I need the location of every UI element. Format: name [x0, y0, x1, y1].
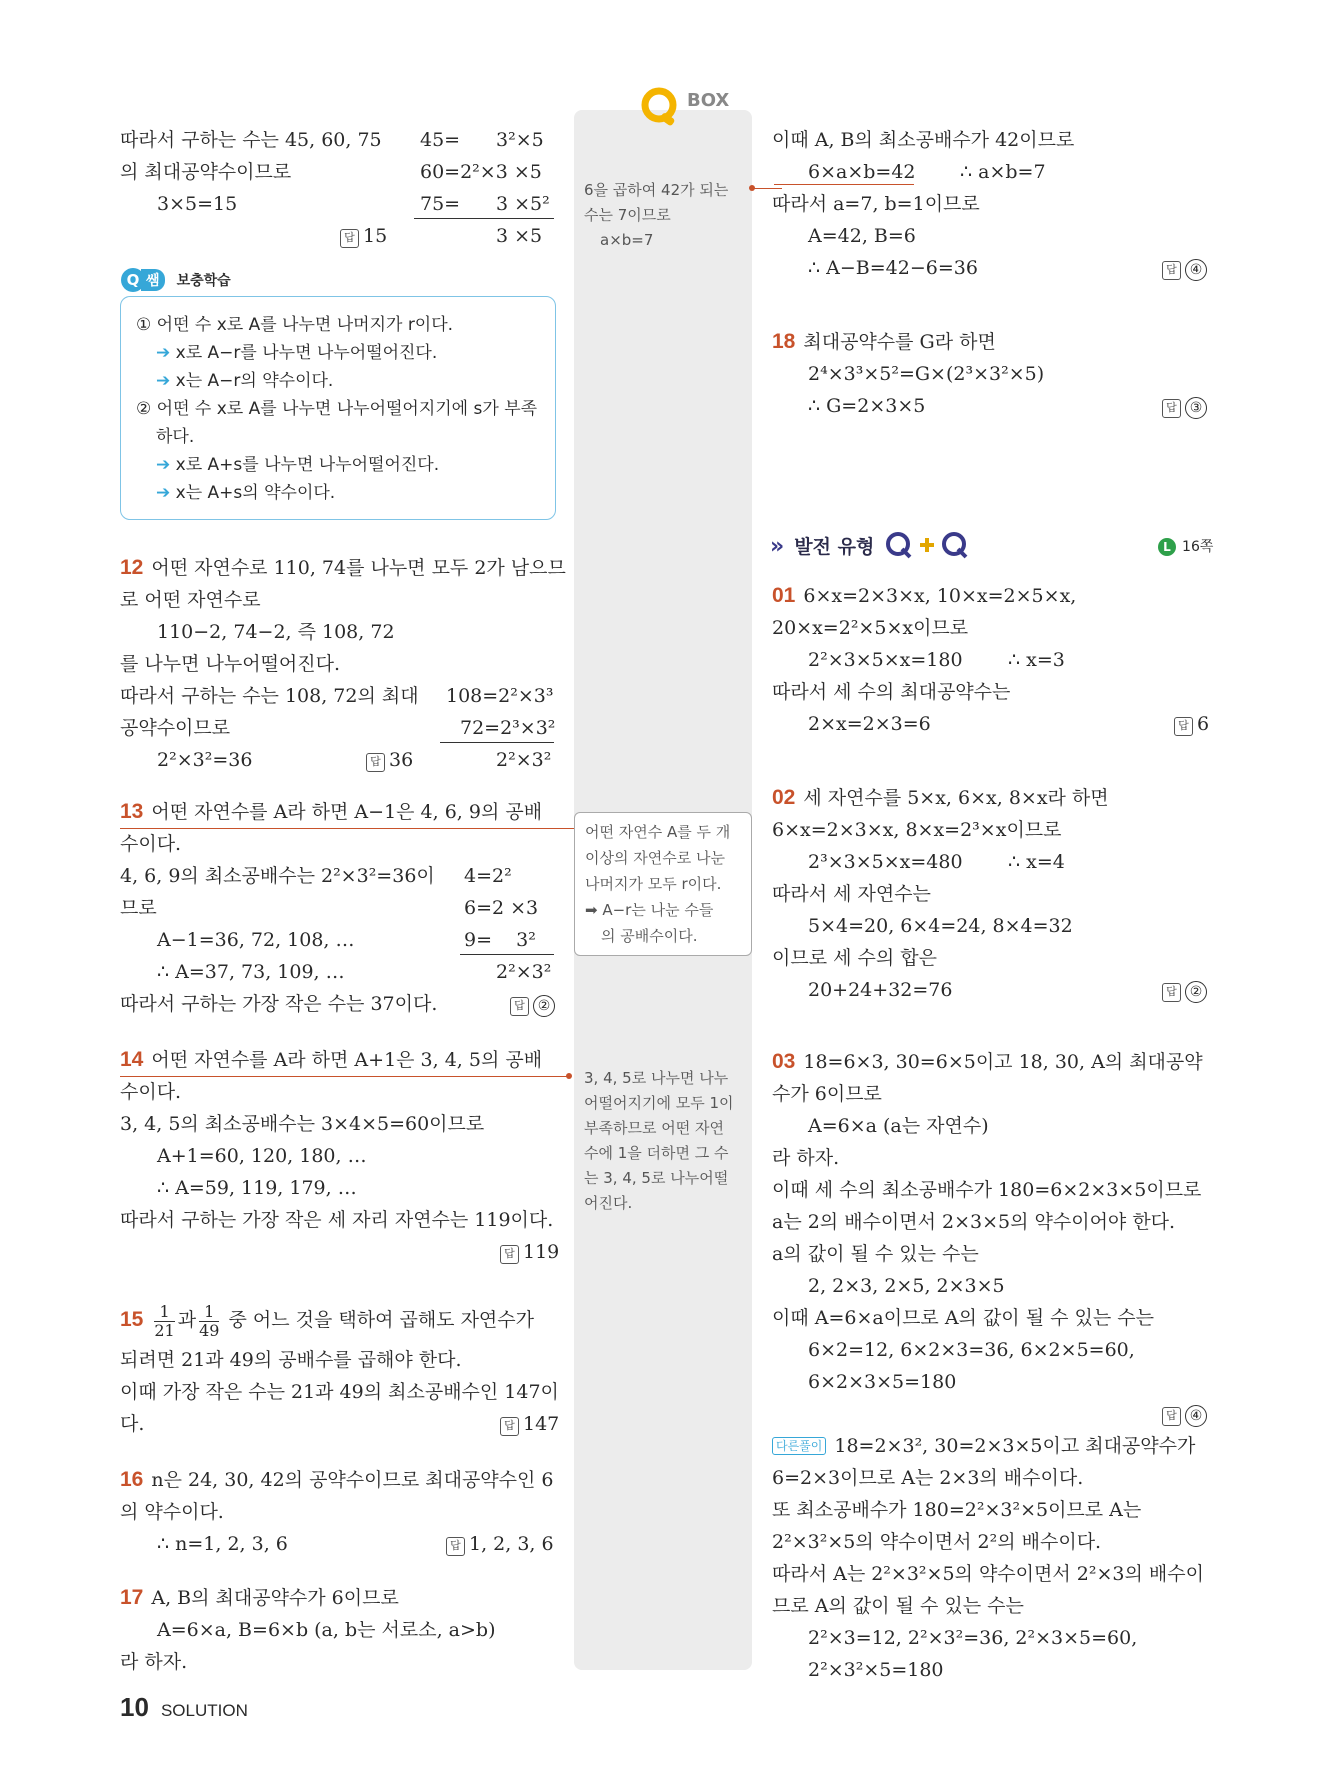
q03-line2: 수가 6이므로: [772, 1083, 882, 1105]
page-number: 10: [120, 1692, 149, 1722]
p17-line1: [120, 1586, 399, 1610]
p13-calc3: 9= 3²: [464, 929, 536, 951]
q03-alt-line7: 2²×3=12, 2²×3²=36, 2²×3×5=60,: [808, 1627, 1138, 1649]
q01-line3b: ∴ x=3: [1008, 649, 1065, 671]
learn-line-7: [156, 478, 335, 503]
alt-solution-badge: 다른풀이: [772, 1437, 826, 1455]
arrow-icon: ➔: [156, 483, 171, 503]
p12-calc-rule: [440, 742, 554, 743]
fraction-numerator: 1: [199, 1303, 219, 1322]
page-footer: [120, 1692, 248, 1723]
q03-alt-line5: 따라서 A는 2²×3²×5의 약수이면서 2²×3의 배수이: [772, 1563, 1204, 1585]
answer-icon: 답: [1162, 1407, 1181, 1426]
p14-line1: [120, 1048, 542, 1072]
p12-line2: 로 어떤 자연수로: [120, 589, 261, 611]
p11-calc3: 75=: [420, 193, 461, 215]
learn-line-text: x는 A+s의 약수이다.: [170, 483, 336, 503]
side-note-3-line: 는 3, 4, 5로 나누어떨: [584, 1169, 729, 1187]
q02-answer-value: ②: [1185, 981, 1207, 1003]
side-note-2: [574, 812, 752, 956]
learn-box-tag: [121, 268, 231, 292]
p12-line3: 110−2, 74−2, 즉 108, 72: [157, 621, 395, 643]
advanced-section-header: [770, 530, 970, 560]
q03-line11: 6×2×3×5=180: [808, 1371, 957, 1393]
p17c-line2a: 6×a×b=42: [808, 161, 916, 183]
learn-line-1: ① 어떤 수 x로 A를 나누면 나머지가 r이다.: [136, 315, 454, 335]
side-note-3-line: 수에 1을 더하면 그 수: [584, 1144, 729, 1162]
problem-number: 01: [772, 584, 796, 607]
side-note-1-line: 수는 7이므로: [584, 206, 671, 224]
q02-line1: [772, 786, 1109, 810]
p13-calc4: 2²×3²: [496, 961, 552, 983]
q03-line1-text: 18=6×3, 30=6×5이고 18, 30, A의 최대공약: [803, 1051, 1203, 1073]
answer-icon: 답: [1162, 983, 1181, 1002]
p15-answer-value: 147: [523, 1413, 560, 1435]
p11-answer: [340, 224, 387, 248]
answer-icon: 답: [1162, 261, 1181, 280]
side-note-2-line: 나머지가 모두 r이다.: [585, 875, 722, 893]
p15-line4: 다.: [120, 1413, 145, 1435]
p11-line2: 의 최대공약수이므로: [120, 161, 292, 183]
p12-line6: 공약수이므로: [120, 717, 231, 739]
problem-number: 17: [120, 1586, 144, 1609]
fraction-1-49: [199, 1303, 219, 1340]
learn-line-3: [156, 366, 333, 391]
q02-line7: 20+24+32=76: [808, 979, 953, 1001]
p18-line1: [772, 330, 996, 354]
side-note-1-line: a×b=7: [600, 231, 654, 249]
learn-line-text: x로 A−r를 나누면 나누어떨어진다.: [170, 343, 438, 363]
page-ref-text: 16쪽: [1182, 539, 1214, 555]
p15-line3: 이때 가장 작은 수는 21과 49의 최소공배수인 147이: [120, 1381, 559, 1403]
p17-answer: [1162, 256, 1207, 281]
q01-line1-text: 6×x=2×3×x, 10×x=2×5×x,: [803, 585, 1077, 607]
page-reference: [1158, 534, 1213, 556]
p17c-link-line: [774, 184, 914, 185]
p11-calc2: 60=2²×3 ×5: [420, 161, 542, 183]
answer-icon: 답: [340, 229, 359, 248]
arrow-icon: ➔: [156, 343, 171, 363]
problem-number: 16: [120, 1468, 144, 1491]
p17-line3: 라 하자.: [120, 1651, 188, 1673]
p11-calc1: 45=: [420, 129, 461, 151]
p17c-line2b: ∴ a×b=7: [960, 161, 1046, 183]
p11-answer-value: 15: [363, 225, 388, 247]
learn-line-5: 하다.: [156, 427, 195, 447]
answer-icon: 답: [366, 753, 385, 772]
problem-number: 15: [120, 1308, 144, 1331]
learn-line-2: [156, 338, 437, 363]
side-note-3-line: 3, 4, 5로 나누면 나누: [584, 1069, 729, 1087]
problem-number: 13: [120, 800, 144, 823]
fraction-1-21: [154, 1303, 174, 1340]
p17c-line4: A=42, B=6: [808, 225, 916, 247]
fraction-denominator: 49: [199, 1320, 220, 1340]
answer-icon: 답: [446, 1537, 465, 1556]
q01-line3a: 2²×3×5×x=180: [808, 649, 963, 671]
p13-line1: [120, 800, 542, 824]
advanced-section-title: 발전 유형: [794, 536, 875, 558]
p13-line5: A−1=36, 72, 108, …: [157, 929, 355, 951]
problem-number: 02: [772, 786, 796, 809]
p13-line3: 4, 6, 9의 최소공배수는 2²×3²=36이: [120, 865, 435, 887]
q03-line5: 이때 세 수의 최소공배수가 180=6×2×3×5이므로: [772, 1179, 1202, 1201]
p16-answer: [446, 1532, 554, 1556]
answer-icon: 답: [510, 997, 529, 1016]
learn-line-6: [156, 450, 439, 475]
p15-line1: [120, 1300, 534, 1340]
p12-answer: [366, 748, 413, 772]
p11-calc4: 3 ×5: [496, 225, 543, 247]
q02-line5: 5×4=20, 6×4=24, 8×4=32: [808, 915, 1073, 937]
answer-icon: 답: [1174, 717, 1193, 736]
q01-answer: [1174, 712, 1209, 736]
p18-answer: [1162, 394, 1207, 419]
p12-calc1: 108=2²×3³: [446, 685, 554, 707]
q03-answer: [1162, 1402, 1207, 1427]
p12-line1-text: 어떤 자연수로 110, 74를 나누면 모두 2가 남으므: [151, 557, 566, 579]
q03-alt-line1-text: 18=2×3², 30=2×3×5이고 최대공약수가: [834, 1435, 1196, 1457]
p14-line4: A+1=60, 120, 180, …: [157, 1145, 367, 1167]
q03-alt-line1: [772, 1434, 1195, 1458]
q02-line2: 6×x=2×3×x, 8×x=2³×x이므로: [772, 819, 1062, 841]
problem-number: 14: [120, 1048, 144, 1071]
p17-answer-value: ④: [1185, 259, 1207, 281]
p14-line1-text: 어떤 자연수를 A라 하면 A+1은 3, 4, 5의 공배: [151, 1049, 543, 1071]
p13-answer-value: ②: [533, 995, 555, 1017]
side-note-2-line: ➡ A−r는 나눈 수들: [585, 901, 714, 919]
q03-alt-line2: 6=2×3이므로 A는 2×3의 배수이다.: [772, 1467, 1084, 1489]
q-badge-icon: Q: [121, 268, 145, 292]
p11-line3: 3×5=15: [157, 193, 238, 215]
q01-line4: 따라서 세 수의 최대공약수는: [772, 681, 1011, 703]
q03-answer-value: ④: [1185, 1405, 1207, 1427]
p11-calc-rule: [414, 218, 554, 219]
side-note-2-line: 이상의 자연수로 나눈: [585, 849, 725, 867]
p18-line1-text: 최대공약수를 G라 하면: [803, 331, 996, 353]
q03-alt-line6: 므로 A의 값이 될 수 있는 수는: [772, 1595, 1024, 1617]
p12-line4: 를 나누면 나누어떨어진다.: [120, 653, 341, 675]
q-plus-q-icon: [884, 530, 970, 560]
q03-line8: 2, 2×3, 2×5, 2×3×5: [808, 1275, 1005, 1297]
q03-line6: a는 2의 배수이면서 2×3×5의 약수이어야 한다.: [772, 1211, 1176, 1233]
learn-box-tag-text: 쌤: [141, 269, 165, 291]
answer-icon: 답: [1162, 399, 1181, 418]
page-ref-badge: L: [1158, 538, 1176, 556]
problem-number: 03: [772, 1050, 796, 1073]
answer-icon: 답: [500, 1245, 519, 1264]
learn-box-title: 보충학습: [176, 273, 231, 289]
side-note-2-line: 어떤 자연수 A를 두 개: [585, 823, 731, 841]
side-note-2-line: 의 공배수이다.: [601, 927, 698, 945]
q02-line1-text: 세 자연수를 5×x, 6×x, 8×x라 하면: [803, 787, 1109, 809]
p14-line5: ∴ A=59, 119, 179, …: [157, 1177, 357, 1199]
p15-answer: [500, 1412, 559, 1436]
p12-answer-value: 36: [389, 749, 414, 771]
p13-link-line: [120, 828, 576, 829]
learn-line-4: ② 어떤 수 x로 A를 나누면 나누어떨어지기에 s가 부족: [136, 399, 538, 419]
side-note-3: [584, 1066, 734, 1216]
q01-answer-value: 6: [1197, 713, 1210, 735]
learn-line-text: x로 A+s를 나누면 나누어떨어진다.: [170, 455, 440, 475]
p13-calc2: 6=2 ×3: [464, 897, 539, 919]
p18-line3: ∴ G=2×3×5: [808, 395, 926, 417]
q03-line1: [772, 1050, 1203, 1074]
q03-line10: 6×2=12, 6×2×3=36, 6×2×5=60,: [808, 1339, 1135, 1361]
answer-icon: 답: [500, 1417, 519, 1436]
box-label: BOX: [687, 90, 730, 111]
q03-line4: 라 하자.: [772, 1147, 840, 1169]
p11-calc3-right: 3 ×5²: [496, 193, 550, 215]
p13-line4: 므로: [120, 897, 157, 919]
p15-line2: 되려면 21과 49의 공배수를 곱해야 한다.: [120, 1349, 462, 1371]
p17-line1-text: A, B의 최대공약수가 6이므로: [151, 1587, 399, 1609]
fraction-denominator: 21: [154, 1320, 175, 1340]
q03-line9: 이때 A=6×a이므로 A의 값이 될 수 있는 수는: [772, 1307, 1154, 1329]
p12-calc2: 72=2³×3²: [460, 717, 556, 739]
p16-answer-value: 1, 2, 3, 6: [469, 1533, 554, 1555]
p13-line1-text: 어떤 자연수를 A라 하면 A−1은 4, 6, 9의 공배: [151, 801, 543, 823]
q03-alt-line8: 2²×3²×5=180: [808, 1659, 944, 1681]
learn-line-text: x는 A−r의 약수이다.: [170, 371, 334, 391]
side-note-3-line: 어떨어지기에 모두 1이: [584, 1094, 734, 1112]
p18-answer-value: ③: [1185, 397, 1207, 419]
p15-line1-text: 중 어느 것을 택하여 곱해도 자연수가: [228, 1309, 534, 1331]
q02-line3b: ∴ x=4: [1008, 851, 1065, 873]
q01-line5: 2×x=2×3=6: [808, 713, 931, 735]
p17c-line3: 따라서 a=7, b=1이므로: [772, 193, 980, 215]
p11-line1: 따라서 구하는 수는 45, 60, 75: [120, 129, 382, 151]
q03-line3: A=6×a (a는 자연수): [808, 1115, 989, 1137]
q02-line6: 이므로 세 수의 합은: [772, 947, 937, 969]
p17-line2: A=6×a, B=6×b (a, b는 서로소, a>b): [157, 1619, 496, 1641]
p16-line3: ∴ n=1, 2, 3, 6: [157, 1533, 288, 1555]
arrow-icon: ➔: [156, 371, 171, 391]
side-note-1-line: 6을 곱하여 42가 되는: [584, 181, 729, 199]
p16-line1-text: n은 24, 30, 42의 공약수이므로 최대공약수인 6: [151, 1469, 554, 1491]
p18-line2: 2⁴×3³×5²=G×(2³×3²×5): [808, 363, 1045, 385]
q01-line1: [772, 584, 1076, 608]
footer-label: SOLUTION: [160, 1701, 248, 1720]
p13-line2: 수이다.: [120, 833, 182, 855]
q02-answer: [1162, 978, 1207, 1003]
q02-line4: 따라서 세 자연수는: [772, 883, 931, 905]
p13-line6: ∴ A=37, 73, 109, …: [157, 961, 345, 983]
note1-link-line: [752, 188, 782, 189]
p13-calc-rule: [460, 954, 554, 955]
p12-line5: 따라서 구하는 수는 108, 72의 최대: [120, 685, 419, 707]
p11-calc1-right: 3²×5: [496, 129, 544, 151]
p12-line7: 2²×3²=36: [157, 749, 253, 771]
side-note-3-line: 어진다.: [584, 1194, 633, 1212]
p14-link-dot: [566, 1073, 572, 1079]
p13-answer: [510, 992, 555, 1017]
p14-answer-value: 119: [523, 1241, 560, 1263]
q01-line2: 20×x=2²×5×x이므로: [772, 617, 969, 639]
p14-line3: 3, 4, 5의 최소공배수는 3×4×5=60이므로: [120, 1113, 485, 1135]
p14-line6: 따라서 구하는 가장 작은 세 자리 자연수는 119이다.: [120, 1209, 554, 1231]
q-logo-icon: [640, 86, 680, 126]
p13-line7: 따라서 구하는 가장 작은 수는 37이다.: [120, 993, 438, 1015]
fraction-numerator: 1: [154, 1303, 174, 1322]
p14-link-line: [120, 1076, 568, 1077]
q03-line7: a의 값이 될 수 있는 수는: [772, 1243, 979, 1265]
p13-calc1: 4=2²: [464, 865, 512, 887]
side-note-1: [584, 178, 728, 253]
p12-calc3: 2²×3²: [496, 749, 552, 771]
p14-answer: [500, 1240, 559, 1264]
problem-number: 12: [120, 556, 144, 579]
problem-number: 18: [772, 330, 796, 353]
p16-line1: [120, 1468, 554, 1492]
p17c-line5: ∴ A−B=42−6=36: [808, 257, 978, 279]
p16-line2: 의 약수이다.: [120, 1501, 224, 1523]
q02-line3a: 2³×3×5×x=480: [808, 851, 963, 873]
q03-alt-line4: 2²×3²×5의 약수이면서 2²의 배수이다.: [772, 1531, 1102, 1553]
q03-alt-line3: 또 최소공배수가 180=2²×3²×5이므로 A는: [772, 1499, 1142, 1521]
p12-line1: [120, 556, 566, 580]
p14-line2: 수이다.: [120, 1081, 182, 1103]
double-chevron-icon: »: [770, 534, 785, 559]
arrow-icon: ➔: [156, 455, 171, 475]
p17c-line1: 이때 A, B의 최소공배수가 42이므로: [772, 129, 1075, 151]
note1-link-dot: [749, 185, 755, 191]
side-note-3-line: 부족하므로 어떤 자연: [584, 1119, 724, 1137]
p15-conj: 과: [177, 1309, 197, 1331]
